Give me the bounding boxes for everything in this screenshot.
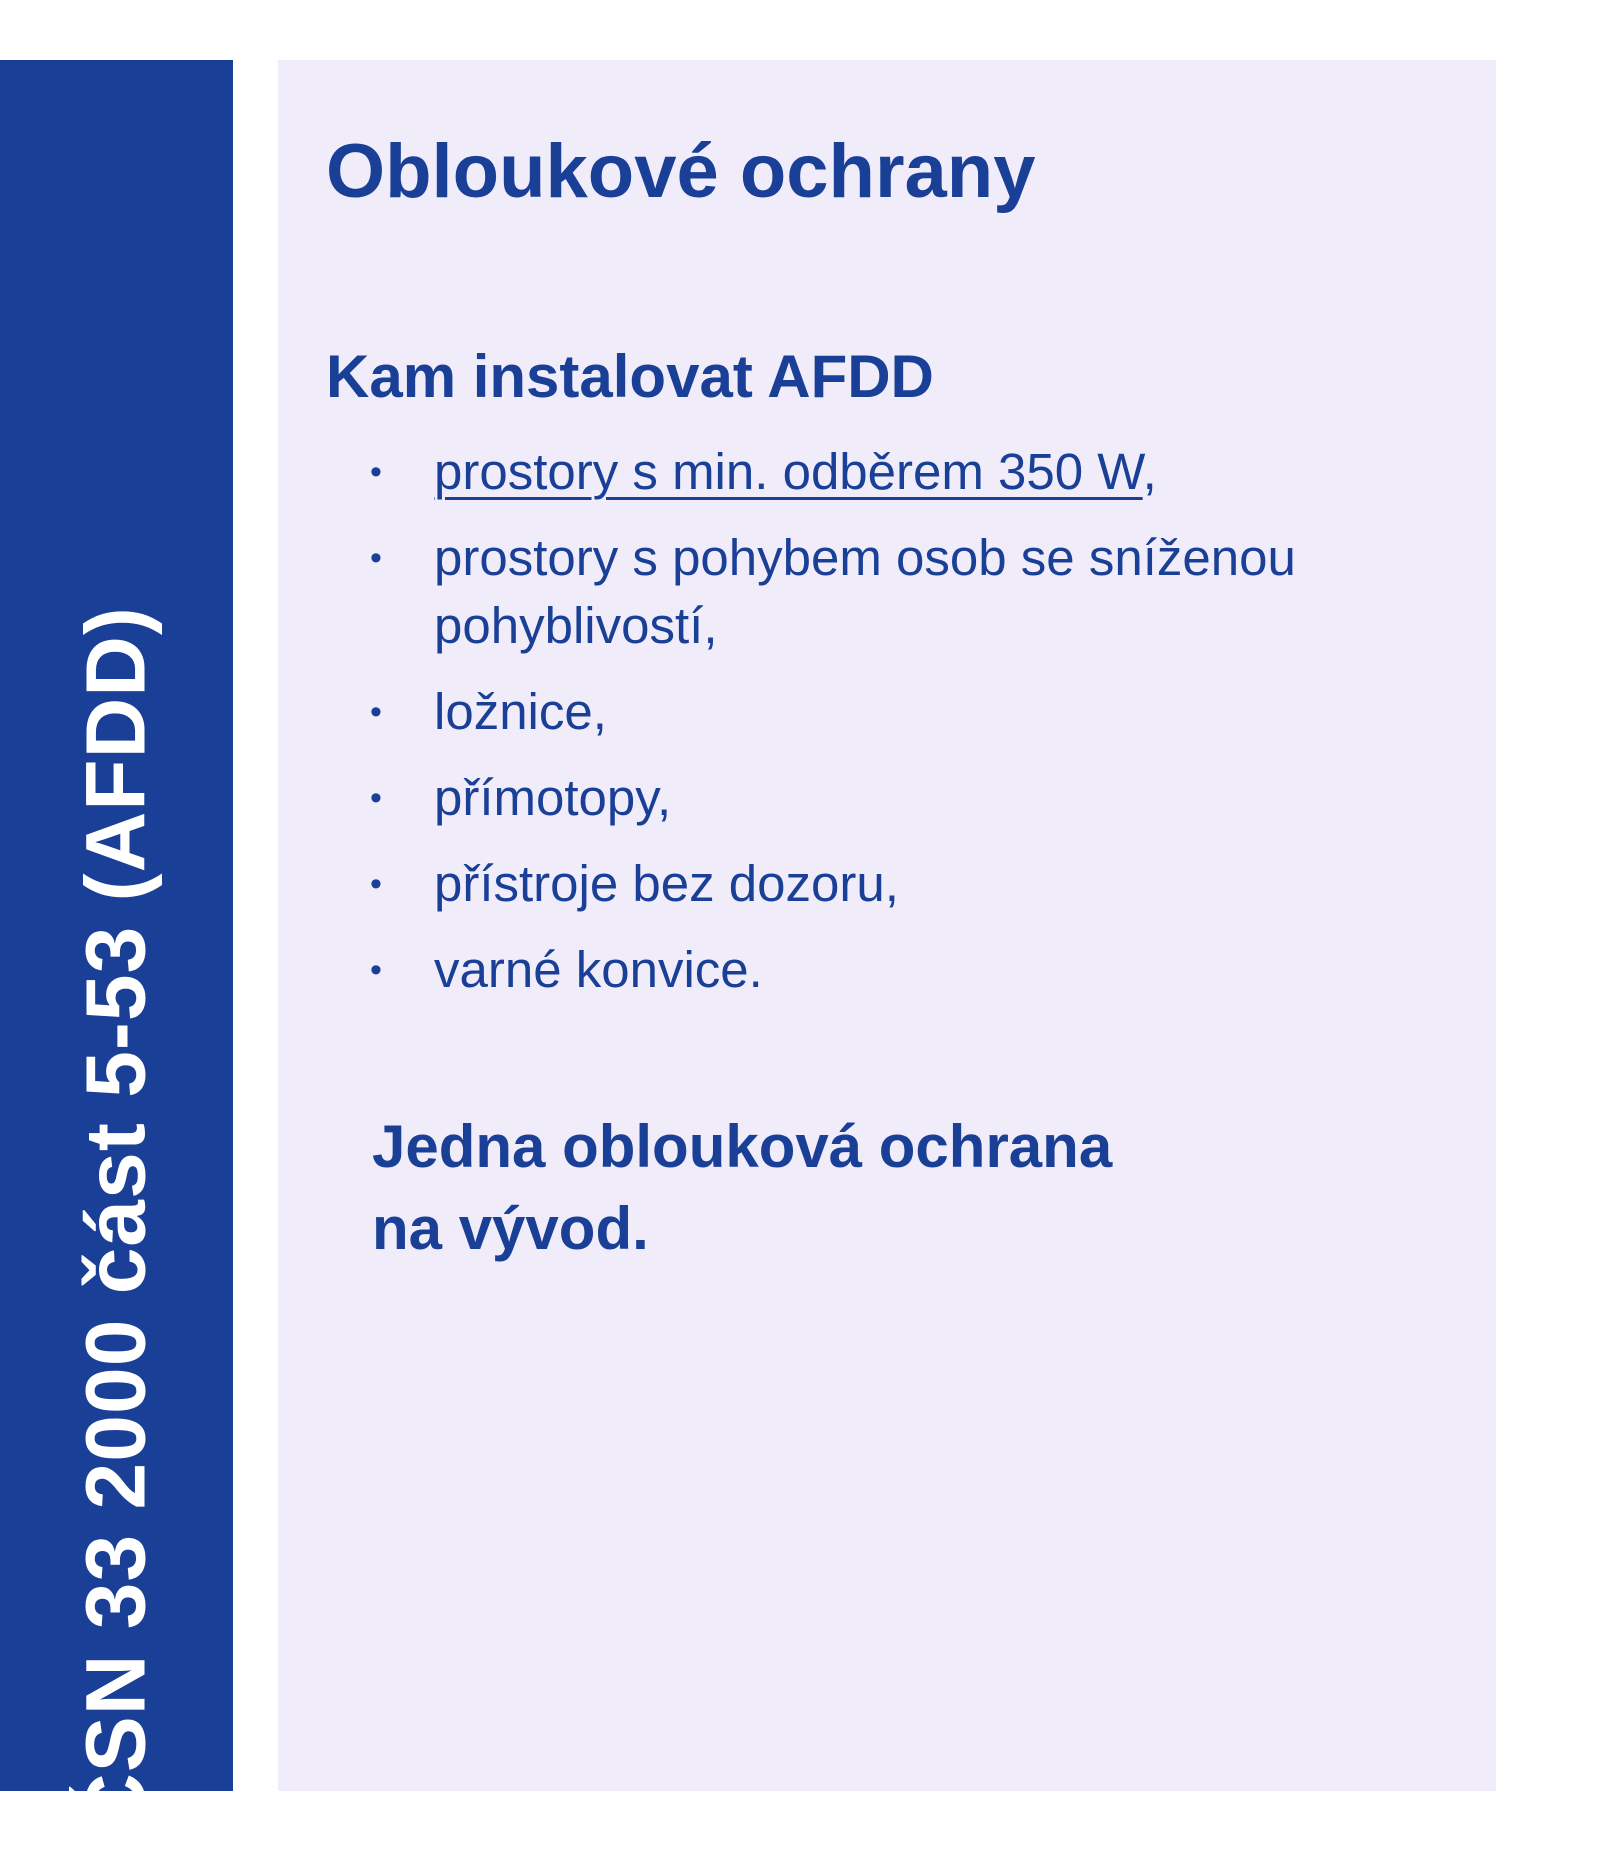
bullet-icon: • xyxy=(370,951,382,989)
list-item-text: prostory s pohybem osob se sníženou pohyblivostí, xyxy=(434,529,1296,654)
list-item xyxy=(326,850,1466,918)
list-item-text: přístroje bez dozoru, xyxy=(434,855,899,912)
list-item-suffix: , xyxy=(1142,443,1157,500)
closing-line-2: na vývod. xyxy=(372,1195,649,1262)
list-item-text: přímotopy, xyxy=(434,769,672,826)
list-item xyxy=(326,524,1466,660)
list-item xyxy=(326,678,1466,746)
list-item-text: ložnice, xyxy=(434,683,607,740)
list-item xyxy=(326,936,1466,1004)
min-consumption-link[interactable]: prostory s min. odběrem 350 W xyxy=(434,443,1143,500)
bullet-icon: • xyxy=(370,693,382,731)
bullet-icon: • xyxy=(370,779,382,817)
bullet-icon: • xyxy=(370,865,382,903)
page-title: Obloukové ochrany xyxy=(326,129,1036,214)
list-item xyxy=(326,438,1466,506)
install-locations-list xyxy=(326,438,1466,1022)
closing-line-1: Jedna oblouková ochrana xyxy=(372,1113,1113,1180)
section-subtitle: Kam instalovat AFDD xyxy=(326,343,934,410)
bullet-icon: • xyxy=(370,539,382,577)
sidebar-vertical-title: ČSN 33 2000 část 5-53 (AFDD) xyxy=(68,606,163,1834)
list-item xyxy=(326,764,1466,832)
bullet-icon: • xyxy=(370,453,382,491)
list-item-text: varné konvice. xyxy=(434,941,763,998)
closing-statement xyxy=(372,1106,1272,1270)
